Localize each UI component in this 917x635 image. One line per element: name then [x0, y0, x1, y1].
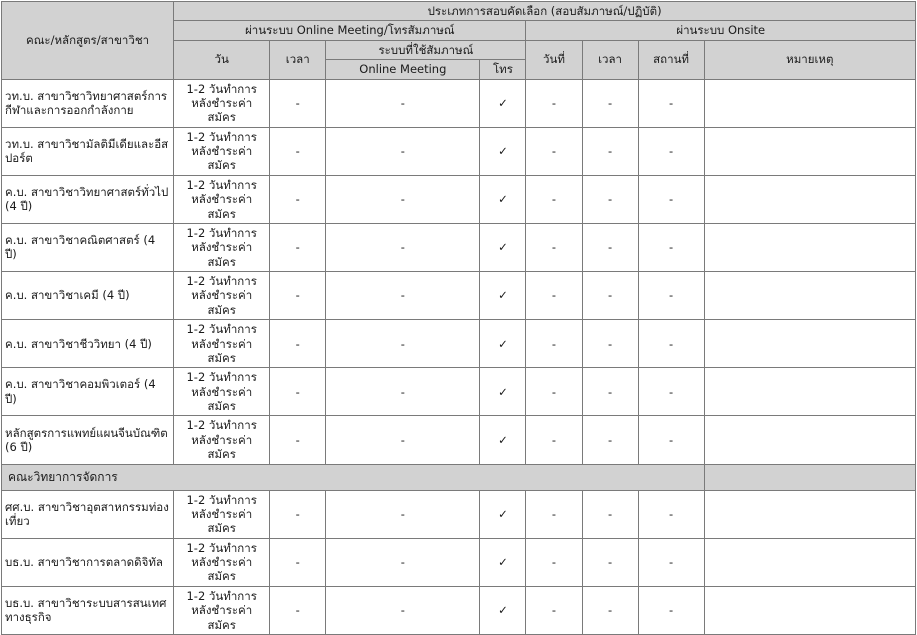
cell-time-onsite: - — [582, 320, 638, 368]
header-date-onsite: วันที่ — [526, 40, 582, 79]
cell-remark — [704, 368, 915, 416]
cell-program: บธ.บ. สาขาวิชาการตลาดดิจิทัล — [2, 538, 174, 586]
cell-time-onsite: - — [582, 538, 638, 586]
day-line-2: หลังชำระค่าสมัคร — [191, 555, 253, 584]
cell-program: ค.บ. สาขาวิชาวิทยาศาสตร์ทั่วไป (4 ปี) — [2, 175, 174, 223]
cell-online-meeting: - — [326, 368, 480, 416]
day-line-2: หลังชำระค่าสมัคร — [191, 288, 253, 317]
cell-date-onsite: - — [526, 272, 582, 320]
cell-remark — [704, 586, 915, 634]
cell-remark — [704, 79, 915, 127]
day-line-1: 1-2 วันทำการ — [186, 492, 257, 507]
table-row — [2, 586, 916, 634]
cell-time-onsite: - — [582, 79, 638, 127]
cell-online-meeting: - — [326, 223, 480, 271]
table-row — [2, 79, 916, 127]
day-line-1: 1-2 วันทำการ — [186, 540, 257, 555]
header-day: วัน — [174, 40, 270, 79]
cell-phone: ✓ — [480, 586, 526, 634]
cell-online-meeting: - — [326, 79, 480, 127]
cell-place-onsite: - — [638, 320, 704, 368]
table-row — [2, 175, 916, 223]
cell-place-onsite: - — [638, 223, 704, 271]
cell-place-onsite: - — [638, 586, 704, 634]
header-exam-type: ประเภทการสอบคัดเลือก (สอบสัมภาษณ์/ปฏิบัติ) — [174, 2, 916, 21]
cell-place-onsite: - — [638, 538, 704, 586]
cell-remark — [704, 175, 915, 223]
day-line-2: หลังชำระค่าสมัคร — [191, 192, 253, 221]
header-place-onsite: สถานที่ — [638, 40, 704, 79]
table-body — [2, 79, 916, 634]
day-line-2: หลังชำระค่าสมัคร — [191, 384, 253, 413]
header-system-used: ระบบที่ใช้สัมภาษณ์ — [326, 40, 526, 59]
cell-time: - — [270, 490, 326, 538]
cell-time: - — [270, 368, 326, 416]
cell-date-onsite: - — [526, 320, 582, 368]
cell-place-onsite: - — [638, 368, 704, 416]
cell-phone: ✓ — [480, 127, 526, 175]
cell-program: ค.บ. สาขาวิชาชีววิทยา (4 ปี) — [2, 320, 174, 368]
cell-remark — [704, 538, 915, 586]
table-row — [2, 223, 916, 271]
cell-time-onsite: - — [582, 490, 638, 538]
header-online-meeting: Online Meeting — [326, 60, 480, 79]
cell-program: ค.บ. สาขาวิชาคอมพิวเตอร์ (4 ปี) — [2, 368, 174, 416]
table-row — [2, 416, 916, 464]
cell-date-onsite: - — [526, 416, 582, 464]
cell-phone: ✓ — [480, 416, 526, 464]
cell-program: ศศ.บ. สาขาวิชาอุตสาหกรรมท่องเที่ยว — [2, 490, 174, 538]
day-line-1: 1-2 วันทำการ — [186, 274, 257, 288]
cell-remark — [704, 490, 915, 538]
cell-time: - — [270, 79, 326, 127]
header-row-1 — [2, 2, 916, 21]
table-row — [2, 272, 916, 320]
day-line-2: หลังชำระค่าสมัคร — [191, 432, 253, 462]
document-page — [0, 1, 917, 632]
cell-online-meeting: - — [326, 127, 480, 175]
cell-program: วท.บ. สาขาวิชาวิทยาศาสตร์การกีฬาและการออกกำลังกาย — [2, 79, 174, 127]
day-line-2: หลังชำระค่าสมัคร — [191, 95, 253, 125]
cell-online-meeting: - — [326, 586, 480, 634]
section-blank-cell — [704, 464, 915, 490]
cell-time: - — [270, 538, 326, 586]
cell-date-onsite: - — [526, 538, 582, 586]
cell-program: วท.บ. สาขาวิชามัลติมีเดียและอีสปอร์ต — [2, 127, 174, 175]
cell-phone: ✓ — [480, 79, 526, 127]
cell-online-meeting: - — [326, 416, 480, 464]
cell-phone: ✓ — [480, 223, 526, 271]
cell-day — [174, 538, 270, 586]
day-line-1: 1-2 วันทำการ — [186, 418, 257, 433]
cell-program: หลักสูตรการแพทย์แผนจีนบัณฑิต (6 ปี) — [2, 416, 174, 464]
day-line-1: 1-2 วันทำการ — [186, 129, 257, 144]
cell-phone: ✓ — [480, 272, 526, 320]
cell-program: ค.บ. สาขาวิชาเคมี (4 ปี) — [2, 272, 174, 320]
cell-date-onsite: - — [526, 223, 582, 271]
cell-day — [174, 368, 270, 416]
cell-date-onsite: - — [526, 586, 582, 634]
cell-date-onsite: - — [526, 127, 582, 175]
cell-date-onsite: - — [526, 368, 582, 416]
cell-remark — [704, 320, 915, 368]
cell-time-onsite: - — [582, 175, 638, 223]
day-line-1: 1-2 วันทำการ — [186, 370, 257, 385]
cell-day — [174, 272, 270, 320]
cell-time-onsite: - — [582, 368, 638, 416]
table-row — [2, 490, 916, 538]
cell-phone: ✓ — [480, 490, 526, 538]
cell-online-meeting: - — [326, 175, 480, 223]
day-line-1: 1-2 วันทำการ — [186, 225, 257, 240]
cell-day — [174, 79, 270, 127]
cell-place-onsite: - — [638, 127, 704, 175]
cell-phone: ✓ — [480, 538, 526, 586]
cell-time: - — [270, 175, 326, 223]
cell-date-onsite: - — [526, 175, 582, 223]
cell-day — [174, 223, 270, 271]
table-row — [2, 368, 916, 416]
cell-time-onsite: - — [582, 223, 638, 271]
day-line-2: หลังชำระค่าสมัคร — [191, 240, 253, 269]
table-row — [2, 127, 916, 175]
table-row — [2, 538, 916, 586]
cell-day — [174, 490, 270, 538]
table-header — [2, 2, 916, 80]
cell-day — [174, 586, 270, 634]
cell-day — [174, 320, 270, 368]
header-remark: หมายเหตุ — [704, 40, 915, 79]
cell-program: ค.บ. สาขาวิชาคณิตศาสตร์ (4 ปี) — [2, 223, 174, 271]
header-onsite-group: ผ่านระบบ Onsite — [526, 21, 916, 40]
cell-phone: ✓ — [480, 320, 526, 368]
cell-phone: ✓ — [480, 368, 526, 416]
cell-place-onsite: - — [638, 490, 704, 538]
cell-remark — [704, 223, 915, 271]
day-line-1: 1-2 วันทำการ — [186, 177, 257, 192]
day-line-1: 1-2 วันทำการ — [186, 81, 257, 96]
cell-time: - — [270, 223, 326, 271]
header-time: เวลา — [270, 40, 326, 79]
day-line-1: 1-2 วันทำการ — [186, 322, 257, 337]
header-program: คณะ/หลักสูตร/สาขาวิชา — [2, 2, 174, 80]
cell-place-onsite: - — [638, 416, 704, 464]
section-label: คณะวิทยาการจัดการ — [2, 464, 705, 490]
day-line-2: หลังชำระค่าสมัคร — [191, 603, 253, 632]
cell-date-onsite: - — [526, 79, 582, 127]
cell-time: - — [270, 416, 326, 464]
header-phone: โทร — [480, 60, 526, 79]
cell-time-onsite: - — [582, 416, 638, 464]
cell-online-meeting: - — [326, 272, 480, 320]
cell-time-onsite: - — [582, 586, 638, 634]
day-line-2: หลังชำระค่าสมัคร — [191, 144, 253, 173]
cell-time: - — [270, 272, 326, 320]
section-row-faculty — [2, 464, 916, 490]
cell-day — [174, 127, 270, 175]
cell-time: - — [270, 320, 326, 368]
cell-online-meeting: - — [326, 490, 480, 538]
day-line-2: หลังชำระค่าสมัคร — [191, 336, 253, 365]
cell-date-onsite: - — [526, 490, 582, 538]
exam-schedule-table — [1, 1, 916, 635]
table-row — [2, 320, 916, 368]
cell-remark — [704, 127, 915, 175]
cell-program: บธ.บ. สาขาวิชาระบบสารสนเทศทางธุรกิจ — [2, 586, 174, 634]
cell-time: - — [270, 127, 326, 175]
cell-remark — [704, 416, 915, 464]
cell-place-onsite: - — [638, 79, 704, 127]
cell-online-meeting: - — [326, 320, 480, 368]
cell-remark — [704, 272, 915, 320]
day-line-1: 1-2 วันทำการ — [186, 588, 257, 603]
cell-time-onsite: - — [582, 272, 638, 320]
cell-time: - — [270, 586, 326, 634]
cell-time-onsite: - — [582, 127, 638, 175]
cell-day — [174, 416, 270, 464]
cell-online-meeting: - — [326, 538, 480, 586]
header-online-group: ผ่านระบบ Online Meeting/โทรสัมภาษณ์ — [174, 21, 526, 40]
cell-place-onsite: - — [638, 272, 704, 320]
header-time-onsite: เวลา — [582, 40, 638, 79]
cell-phone: ✓ — [480, 175, 526, 223]
cell-place-onsite: - — [638, 175, 704, 223]
day-line-2: หลังชำระค่าสมัคร — [191, 506, 253, 536]
cell-day — [174, 175, 270, 223]
